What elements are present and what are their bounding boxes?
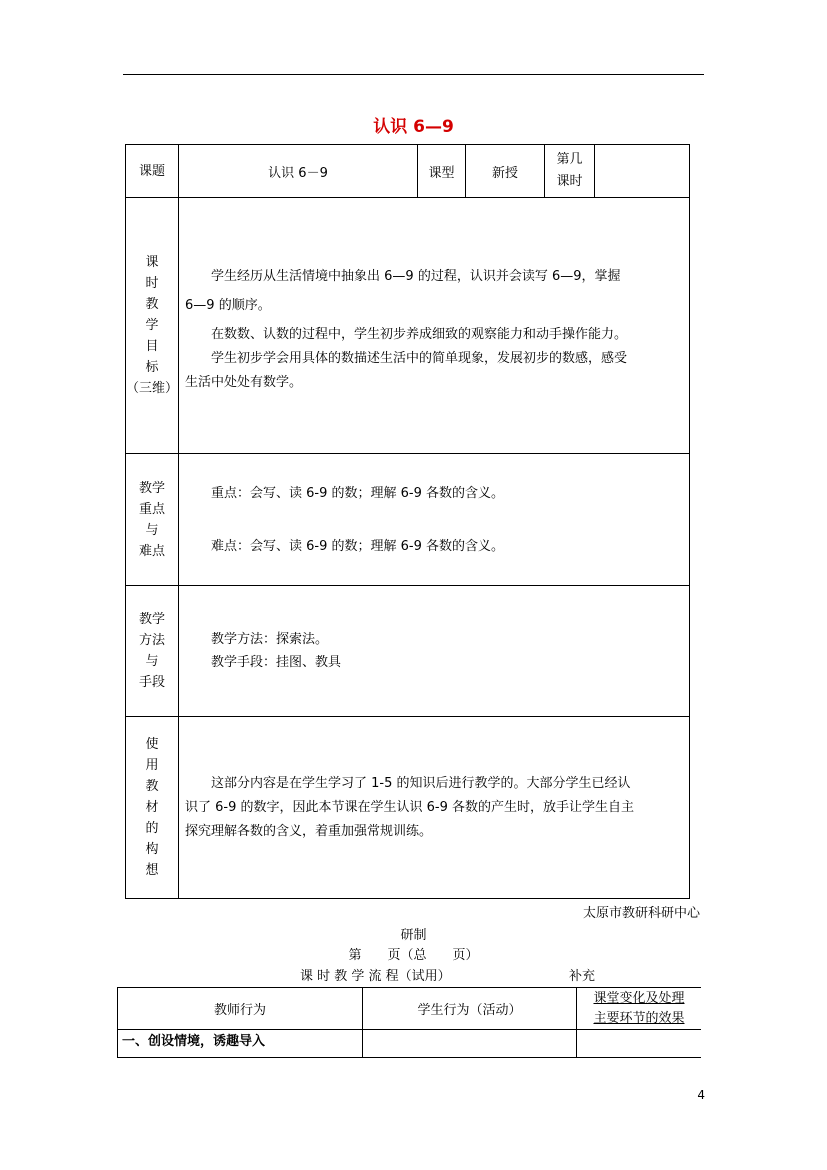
made-label: 研制 — [400, 928, 427, 943]
methods-label-part: 方法 — [139, 633, 166, 648]
concept-label-char: 教 — [145, 779, 159, 794]
methods-row — [126, 586, 690, 717]
concept-label-char: 使 — [145, 737, 159, 752]
flow-header-row — [118, 988, 702, 1030]
keypoints-label-part: 教学 — [139, 480, 166, 496]
concept-content — [179, 717, 690, 899]
flow-step-title: 一、创设情境，诱趣导入 — [118, 1030, 363, 1058]
concept-label-char: 材 — [145, 800, 159, 815]
flow-cell — [363, 1030, 577, 1058]
concept-line: 识了 6-9 的数字，因此本节课在学生认识 6-9 各数的产生时，放手让学生自主 — [185, 799, 635, 815]
goals-label-char: 课 — [145, 255, 159, 270]
goals-paragraph: 6—9 的顺序。 — [185, 298, 271, 313]
flow-title: 课 时 教 学 流 程（试用） — [300, 969, 451, 984]
goals-label-char: （三维） — [126, 381, 179, 396]
flow-cell — [577, 1030, 702, 1058]
effect-header-line2: 主要环节的效果 — [593, 1010, 685, 1026]
header-row — [126, 145, 690, 198]
keypoints-label-part: 难点 — [139, 543, 166, 559]
type-label: 课型 — [418, 145, 466, 198]
methods-label-part: 手段 — [139, 675, 166, 690]
goals-label-char: 时 — [145, 276, 159, 291]
goals-label — [126, 198, 179, 454]
flow-table — [117, 987, 701, 1058]
period-label-line2: 课时 — [556, 174, 583, 189]
concept-label-char: 构 — [145, 842, 159, 857]
keypoints-label-part: 重点 — [139, 501, 166, 517]
lesson-label: 课题 — [126, 145, 179, 198]
goals-label-char: 教 — [145, 297, 159, 312]
effect-col-header — [577, 988, 702, 1030]
methods-label-part: 与 — [145, 654, 159, 669]
lesson-plan-table — [125, 144, 690, 899]
concept-label-char: 的 — [145, 821, 159, 836]
period-value — [595, 145, 690, 198]
org-name: 太原市教研科研中心 — [582, 906, 700, 921]
teacher-col-header: 教师行为 — [118, 988, 363, 1030]
period-label — [545, 145, 595, 198]
page-count-line: 第 页（总 页） — [348, 948, 479, 963]
flow-row — [118, 1030, 702, 1058]
concept-line: 这部分内容是在学生学习了 1-5 的知识后进行教学的。大部分学生已经认 — [211, 775, 631, 791]
keypoints-label-part: 与 — [145, 522, 159, 538]
method-text: 教学方法：探索法。 — [211, 632, 329, 647]
goals-label-char: 目 — [145, 339, 159, 354]
page-number: 4 — [697, 1088, 705, 1102]
goals-paragraph: 学生初步学会用具体的数描述生活中的简单现象，发展初步的数感，感受 — [211, 351, 628, 366]
goals-content — [179, 198, 690, 454]
effect-header-line1: 课堂变化及处理 — [593, 990, 685, 1006]
concept-label-char: 想 — [145, 863, 159, 878]
student-col-header: 学生行为（活动） — [363, 988, 577, 1030]
supplement-label: 补充 — [569, 969, 596, 984]
focus-text: 重点：会写、读 6-9 的数；理解 6-9 各数的含义。 — [211, 485, 505, 501]
header-rule — [123, 74, 704, 75]
methods-content — [179, 586, 690, 717]
concept-row — [126, 717, 690, 899]
goals-row — [126, 198, 690, 454]
concept-label-char: 用 — [145, 758, 159, 773]
means-text: 教学手段：挂图、教具 — [211, 655, 342, 670]
goals-paragraph: 在数数、认数的过程中，学生初步养成细致的观察能力和动手操作能力。 — [211, 327, 628, 342]
keypoints-content — [179, 454, 690, 586]
concept-label — [126, 717, 179, 899]
difficulty-text: 难点：会写、读 6-9 的数；理解 6-9 各数的含义。 — [211, 538, 505, 554]
goals-paragraph: 生活中处处有数学。 — [185, 375, 303, 390]
period-label-line1: 第几 — [556, 152, 583, 167]
concept-line: 探究理解各数的含义，着重加强常规训练。 — [185, 823, 433, 839]
goals-label-char: 学 — [145, 318, 159, 333]
keypoints-label — [126, 454, 179, 586]
type-value: 新授 — [466, 145, 545, 198]
goals-label-char: 标 — [145, 360, 159, 375]
methods-label — [126, 586, 179, 717]
keypoints-row — [126, 454, 690, 586]
document-title: 认识 6—9 — [373, 117, 454, 137]
goals-paragraph: 学生经历从生活情境中抽象出 6—9 的过程，认识并会读写 6—9，掌握 — [211, 269, 621, 284]
lesson-value: 认识 6－9 — [179, 145, 418, 198]
methods-label-part: 教学 — [139, 612, 166, 627]
